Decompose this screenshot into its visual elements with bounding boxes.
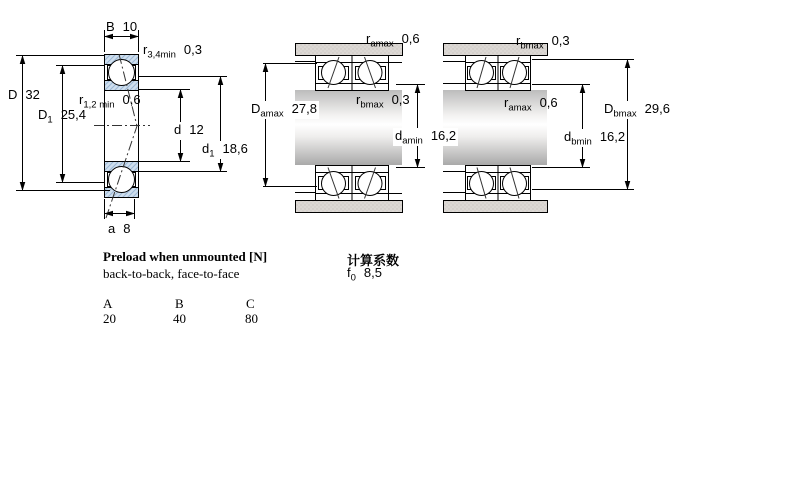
dim-ramax-bb: $r_{amax}$ 0,6 [366,31,420,50]
dim-r12min: $r_{1,2 min}$ 0,6 [79,92,141,111]
dim-D1: $D_1$ 25,4 [38,107,86,126]
dim-rbmax-ff: $r_{bmax}$ 0,3 [516,33,570,52]
preload-title: Preload when unmounted [N] [103,249,268,264]
dim-Dbmax: $D_{bmax}$ 29,6 [604,101,670,120]
dim-r34min: $r_{3,4min}$ 0,3 [143,42,202,61]
housing-band [444,201,548,213]
ball [109,167,135,193]
preload-col-B: B [175,296,184,311]
calculation-factors-title: 计算系数 [347,253,400,268]
dim-Damax: $D_{amax}$ 27,8 [251,101,317,120]
dim-d1: $d_1$ 18,6 [202,141,248,160]
dim-ramax-ff: $r_{amax}$ 0,6 [504,95,558,114]
face-to-face-figure [443,44,634,213]
dim-a: a 8 [108,221,131,236]
dim-dbmin: $d_{bmin}$ 16,2 [564,129,626,148]
preload-col-A: A [103,296,113,311]
dim-B: B 10 [106,19,138,34]
preload-value-C: 80 [245,311,258,326]
preload-value-B: 40 [173,311,186,326]
preload-value-A: 20 [103,311,116,326]
preload-subtitle: back-to-back, face-to-face [103,266,240,281]
dim-D: D 32 [8,87,40,102]
dim-rbmax-bb: $r_{bmax}$ 0,3 [356,92,410,111]
dim-damin: $d_{amin}$ 16,2 [395,128,457,147]
housing-band [296,201,403,213]
dimension-lines [532,60,634,190]
preload-col-C: C [246,296,255,311]
factor-f0: $f_0$ 8,5 [347,265,382,284]
dim-d: d 12 [172,122,206,140]
